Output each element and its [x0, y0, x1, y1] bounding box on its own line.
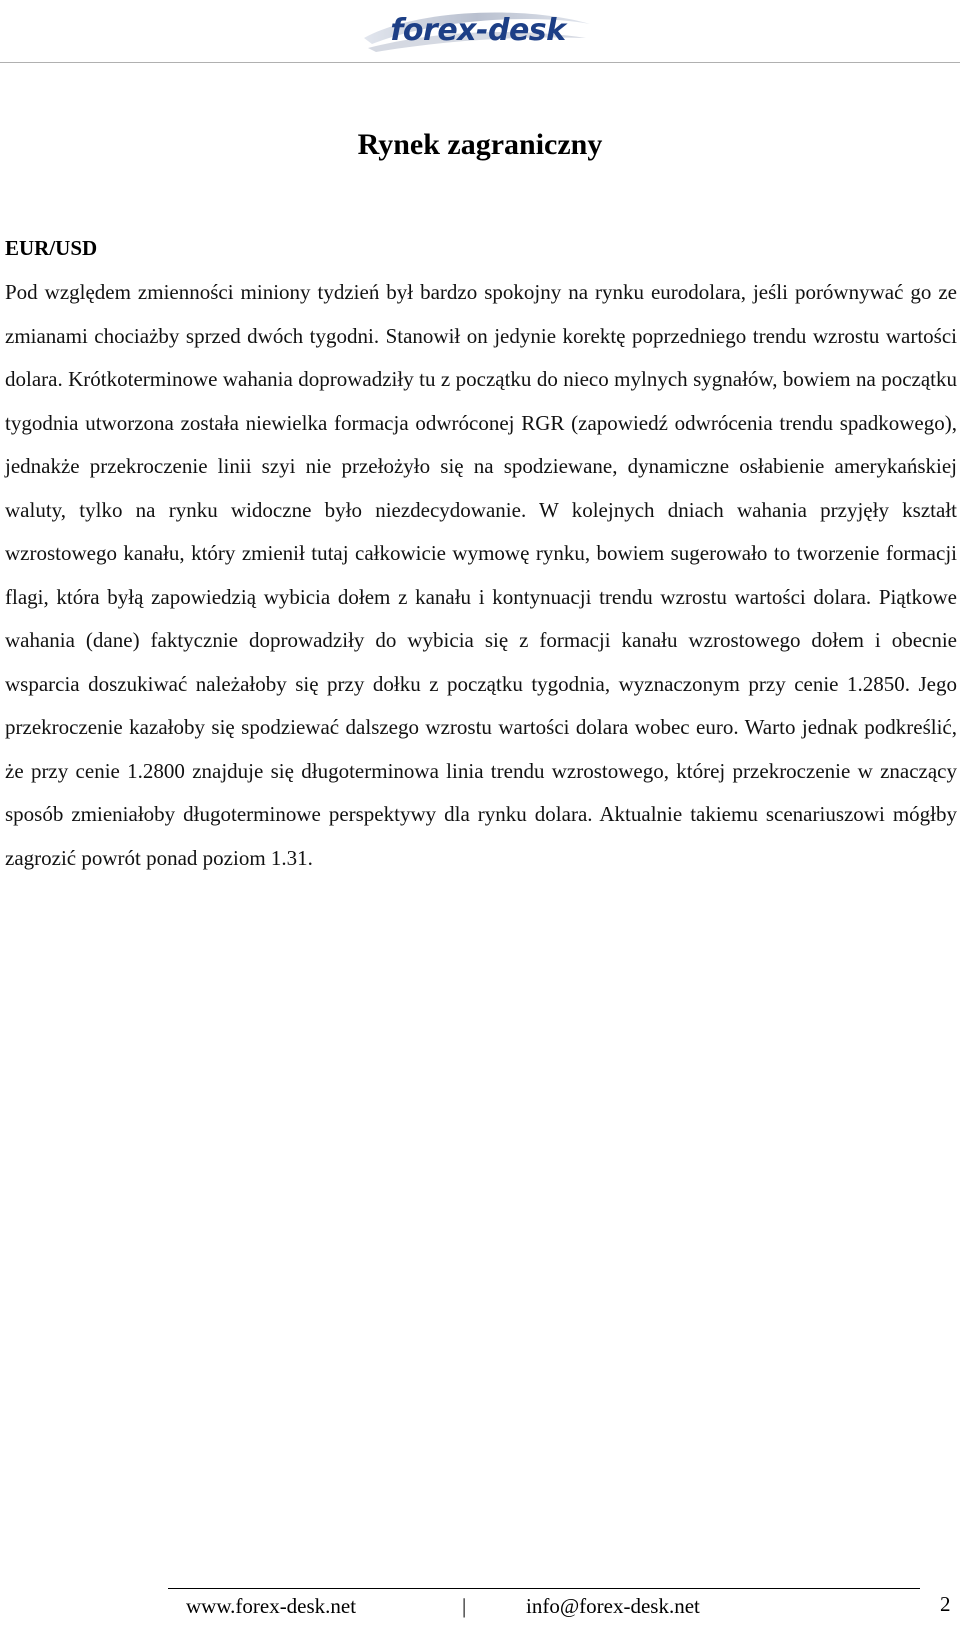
- section-heading-eurusd: EUR/USD: [5, 236, 98, 260]
- footer-website-link[interactable]: www.forex-desk.net: [186, 1594, 357, 1618]
- page-header: [0, 0, 960, 64]
- logo-wordmark: forex-desk: [390, 13, 566, 48]
- footer-email-link[interactable]: info@forex-desk.net: [526, 1594, 700, 1618]
- footer-separator: |: [462, 1594, 467, 1618]
- header-divider: [0, 62, 960, 63]
- document-title: Rynek zagraniczny: [357, 128, 603, 161]
- footer-divider: [168, 1588, 920, 1589]
- page-footer: [0, 1594, 960, 1626]
- analysis-paragraph: Pod względem zmienności miniony tydzień był bardzo spokojny na rynku eurodolara, jeśli porównywać go ze zmianami chociażby sprzed dwóch tygodni. Stanowił on jedynie korektę poprzedniego trendu wzrostu wartości dolara. Krótkoterminowe wahania doprowadziły tu z początku do nieco mylnych sygnałów, bowiem na początku tygodnia utworzona została niewielka formacja odwróconej RGR (zapowiedź odwrócenia trendu spadkowego), jednakże przekroczenie linii szyi nie przełożyło się na spodziewane, dynamiczne osłabienie amerykańskiej waluty, tylko na rynku widoczne było niezdecydowanie. W kolejnych dniach wahania przyjęły kształt wzrostowego kanału, który zmienił tutaj całkowicie wymowę rynku, bowiem sugerowało to tworzenie formacji flagi, która byłą zapowiedzią wybicia dołem z kanału i kontynuacji trendu wzrostu wartości dolara. Piątkowe wahania (dane) faktycznie doprowadziły do wybicia się z formacji kanału wzrostowego dołem i obecnie wsparcia doszukiwać należałoby się przy dołku z początku tygodnia, wyznaczonym przy cenie 1.2850. Jego przekroczenie kazałoby się spodziewać dalszego wzrostu wartości dolara wobec euro. Warto jednak podkreślić, że przy cenie 1.2800 znajduje się długoterminowa linia trendu wzrostowego, której przekroczenie w znaczący sposób zmieniałoby długoterminowe perspektywy dla rynku dolara. Aktualnie takiemu scenariuszowi mógłby zagrozić powrót ponad poziom 1.31.: [5, 280, 957, 870]
- forex-desk-logo: [358, 4, 598, 56]
- page-number: 2: [940, 1592, 951, 1616]
